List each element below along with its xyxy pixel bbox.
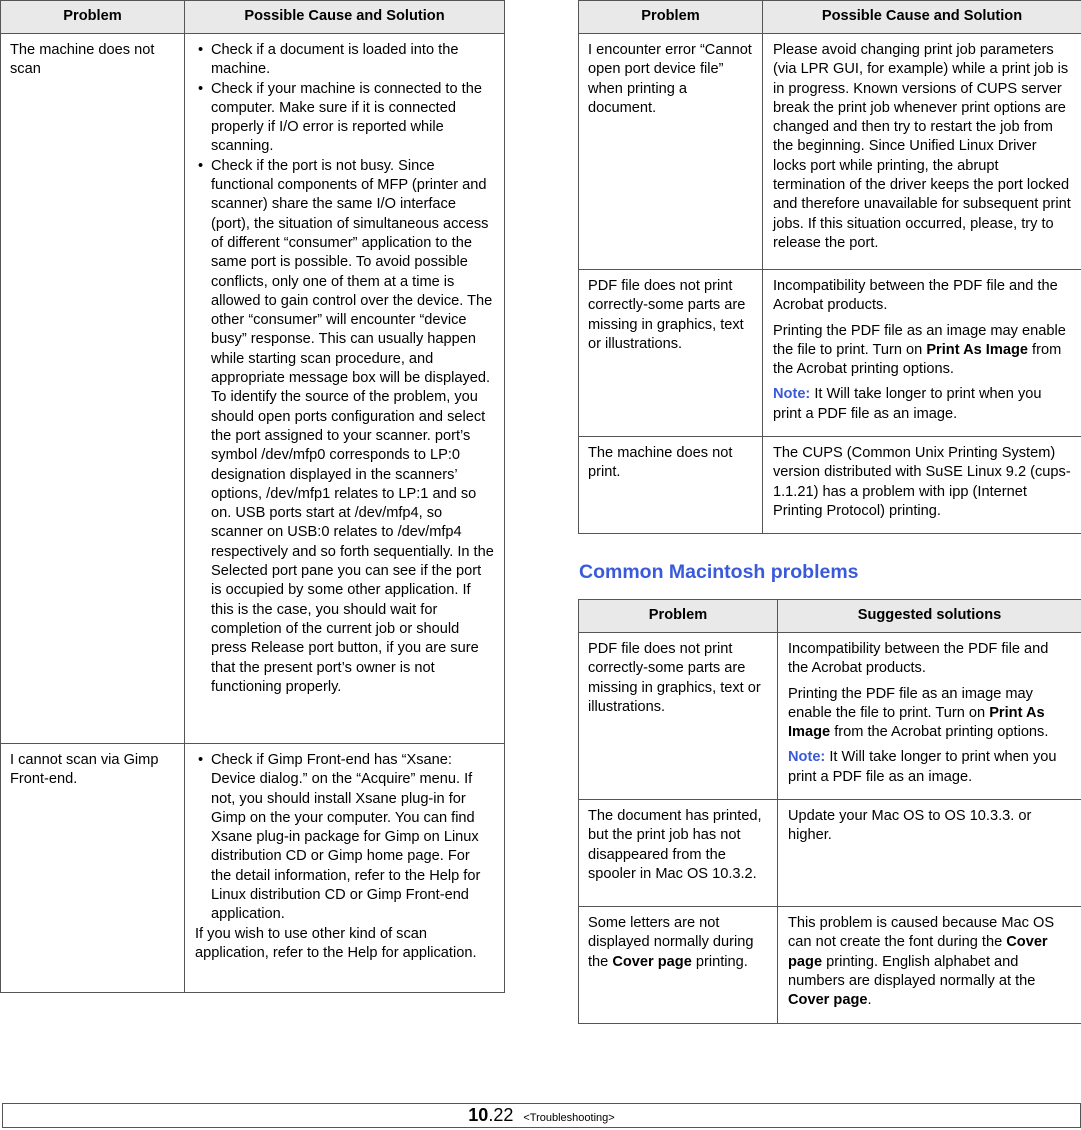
table-row bbox=[579, 437, 1081, 534]
cover-page-text: Cover page bbox=[612, 954, 691, 970]
solution-cell bbox=[778, 800, 1081, 907]
solution-text: Printing the PDF file as an image may enable the file to print. Turn on bbox=[773, 323, 1066, 358]
problem-text: I cannot scan via Gimp Front-end. bbox=[10, 752, 158, 787]
print-as-image-option-text: Print As Image bbox=[788, 705, 1045, 740]
page-sub-number: .22 bbox=[488, 1105, 513, 1125]
note-label: Note: bbox=[788, 749, 825, 765]
table-header-row bbox=[579, 1, 1081, 34]
problem-text: The machine does not print. bbox=[588, 445, 732, 480]
problem-cell bbox=[1, 34, 185, 744]
solution-paragraph bbox=[773, 322, 1071, 380]
problem-cell bbox=[579, 800, 778, 907]
solution-text: The CUPS (Common Unix Printing System) version distributed with SuSE Linux 9.2 (cups-1.1.21) has a problem with ipp (Internet Printing Protocol) printing. bbox=[773, 445, 1071, 519]
problem-text: The document has printed, but the print job has not disappeared from the spooler in Mac OS 10.3.2. bbox=[588, 808, 762, 882]
page-footer bbox=[2, 1103, 1081, 1128]
table-row bbox=[1, 34, 505, 744]
bullet-icon: • bbox=[198, 41, 203, 60]
problem-text: The machine does not scan bbox=[10, 42, 154, 77]
linux-scan-problems-table bbox=[0, 0, 505, 993]
section-heading: Common Macintosh problems bbox=[579, 560, 859, 584]
solution-text: This problem is caused because Mac OS can not create the font during the bbox=[788, 915, 1054, 950]
solution-cell bbox=[185, 34, 505, 744]
solution-paragraph: Incompatibility between the PDF file and the Acrobat products. bbox=[788, 640, 1071, 679]
solution-bullet-list bbox=[195, 751, 494, 925]
bullet-text: Check if a document is loaded into the machine. bbox=[211, 42, 458, 77]
solution-cell bbox=[778, 907, 1081, 1023]
problem-cell bbox=[579, 633, 778, 800]
note-paragraph bbox=[773, 385, 1071, 424]
bullet-text: Check if your machine is connected to the computer. Make sure if it is connected properly if I/O error is reported while scanning. bbox=[211, 81, 482, 155]
solution-text: Printing the PDF file as an image may enable the file to print. Turn on bbox=[788, 686, 1033, 721]
column-header-suggested-solutions: Suggested solutions bbox=[778, 600, 1081, 633]
note-text: It Will take longer to print when you print a PDF file as an image. bbox=[773, 386, 1041, 421]
solution-cell bbox=[185, 744, 505, 993]
solution-paragraph: Incompatibility between the PDF file and the Acrobat products. bbox=[773, 277, 1071, 316]
problem-cell bbox=[579, 907, 778, 1023]
solution-text: from the Acrobat printing options. bbox=[773, 342, 1061, 377]
table-row bbox=[579, 800, 1081, 907]
table-row bbox=[579, 907, 1081, 1023]
column-header-cause-solution: Possible Cause and Solution bbox=[763, 1, 1081, 34]
list-item bbox=[195, 41, 494, 80]
solution-text: printing. English alphabet and numbers are displayed normally at the bbox=[788, 954, 1035, 989]
solution-cell bbox=[763, 437, 1081, 534]
table-header-row bbox=[1, 1, 505, 34]
problem-cell bbox=[579, 34, 763, 270]
problem-cell bbox=[1, 744, 185, 993]
list-item bbox=[195, 80, 494, 157]
cover-page-text: Cover page bbox=[788, 934, 1048, 969]
problem-text: Some letters are not displayed normally during the bbox=[588, 915, 753, 970]
problem-text: I encounter error “Cannot open port device file” when printing a document. bbox=[588, 42, 752, 116]
table-row bbox=[579, 270, 1081, 437]
solution-paragraph bbox=[788, 685, 1071, 743]
table-row bbox=[1, 744, 505, 993]
cover-page-text: Cover page bbox=[788, 992, 867, 1008]
solution-text: Please avoid changing print job parameters (via LPR GUI, for example) while a print job is in progress. Known versions of CUPS server break the print job whenever print options are changed and then try to restart the job from the beginning. Since Unified Linux Driver locks port while printing, the abrupt termination of the driver keeps the port locked and therefore unavailable for subsequent print jobs. If this situation occurred, please, try to release the port. bbox=[773, 42, 1071, 251]
problem-text: PDF file does not print correctly-some parts are missing in graphics, text or illustrations. bbox=[588, 641, 761, 715]
problem-cell bbox=[579, 270, 763, 437]
solution-followup-text: If you wish to use other kind of scan application, refer to the Help for application. bbox=[195, 925, 494, 964]
column-header-problem: Problem bbox=[579, 600, 778, 633]
problem-text: PDF file does not print correctly-some parts are missing in graphics, text or illustrations. bbox=[588, 278, 745, 352]
table-row bbox=[579, 34, 1081, 270]
note-text: It Will take longer to print when you print a PDF file as an image. bbox=[788, 749, 1056, 784]
column-header-cause-solution: Possible Cause and Solution bbox=[185, 1, 505, 34]
solution-text: Update your Mac OS to OS 10.3.3. or higher. bbox=[788, 808, 1031, 843]
page-number: 10 bbox=[468, 1105, 488, 1125]
list-item bbox=[195, 157, 494, 697]
solution-bullet-list bbox=[195, 41, 494, 697]
bullet-icon: • bbox=[198, 751, 203, 770]
table-row bbox=[579, 633, 1081, 800]
solution-text: from the Acrobat printing options. bbox=[830, 724, 1048, 740]
bullet-icon: • bbox=[198, 157, 203, 176]
bullet-continuation-text: To identify the source of the problem, you should open ports configuration and select the port assigned to your scanner. port’s symbol /dev/mfp0 corresponds to LP:0 designation displayed in the scanners’ options, /dev/mfp1 relates to LP:1 and so on. USB ports start at /dev/mfp4, so scanner on USB:0 relates to /dev/mfp4 respectively and so forth sequentially. In the Selected port pane you can see if the port is occupied by some other application. If this is the case, you should wait for completion of the current job or should press Release port button, if you are sure that the present port’s owner is not functioning properly. bbox=[211, 389, 494, 694]
solution-text: . bbox=[867, 992, 871, 1008]
column-header-problem: Problem bbox=[579, 1, 763, 34]
problem-cell bbox=[579, 437, 763, 534]
problem-text: printing. bbox=[692, 954, 748, 970]
note-paragraph bbox=[788, 748, 1071, 787]
bullet-text: Check if Gimp Front-end has “Xsane: Device dialog.” on the “Acquire” menu. If not, you should install Xsane plug-in for Gimp on the your computer. You can find Xsane plug-in package for Gimp on Linux distribution CD or Gimp home page. For the detail information, refer to the Help for Linux distribution CD or Gimp Front-end application. bbox=[211, 752, 480, 922]
bullet-text: Check if the port is not busy. Since functional components of MFP (printer and scanner) share the same I/O interface (port), the situation of simultaneous access of different “consumer” application to the same port is possible. To avoid possible conflicts, only one of them at a time is allowed to gain control over the device. The other “consumer” will encounter “device busy” response. This can usually happen while starting scan procedure, and appropriate message box will be displayed. bbox=[211, 158, 492, 386]
note-label: Note: bbox=[773, 386, 810, 402]
list-item bbox=[195, 751, 494, 925]
solution-cell bbox=[763, 34, 1081, 270]
solution-cell bbox=[778, 633, 1081, 800]
solution-cell bbox=[763, 270, 1081, 437]
macintosh-problems-table bbox=[578, 599, 1081, 1024]
column-header-problem: Problem bbox=[1, 1, 185, 34]
linux-print-problems-table bbox=[578, 0, 1081, 534]
table-header-row bbox=[579, 600, 1081, 633]
bullet-icon: • bbox=[198, 80, 203, 99]
chapter-label: <Troubleshooting> bbox=[523, 1112, 614, 1124]
print-as-image-option-text: Print As Image bbox=[926, 342, 1028, 358]
